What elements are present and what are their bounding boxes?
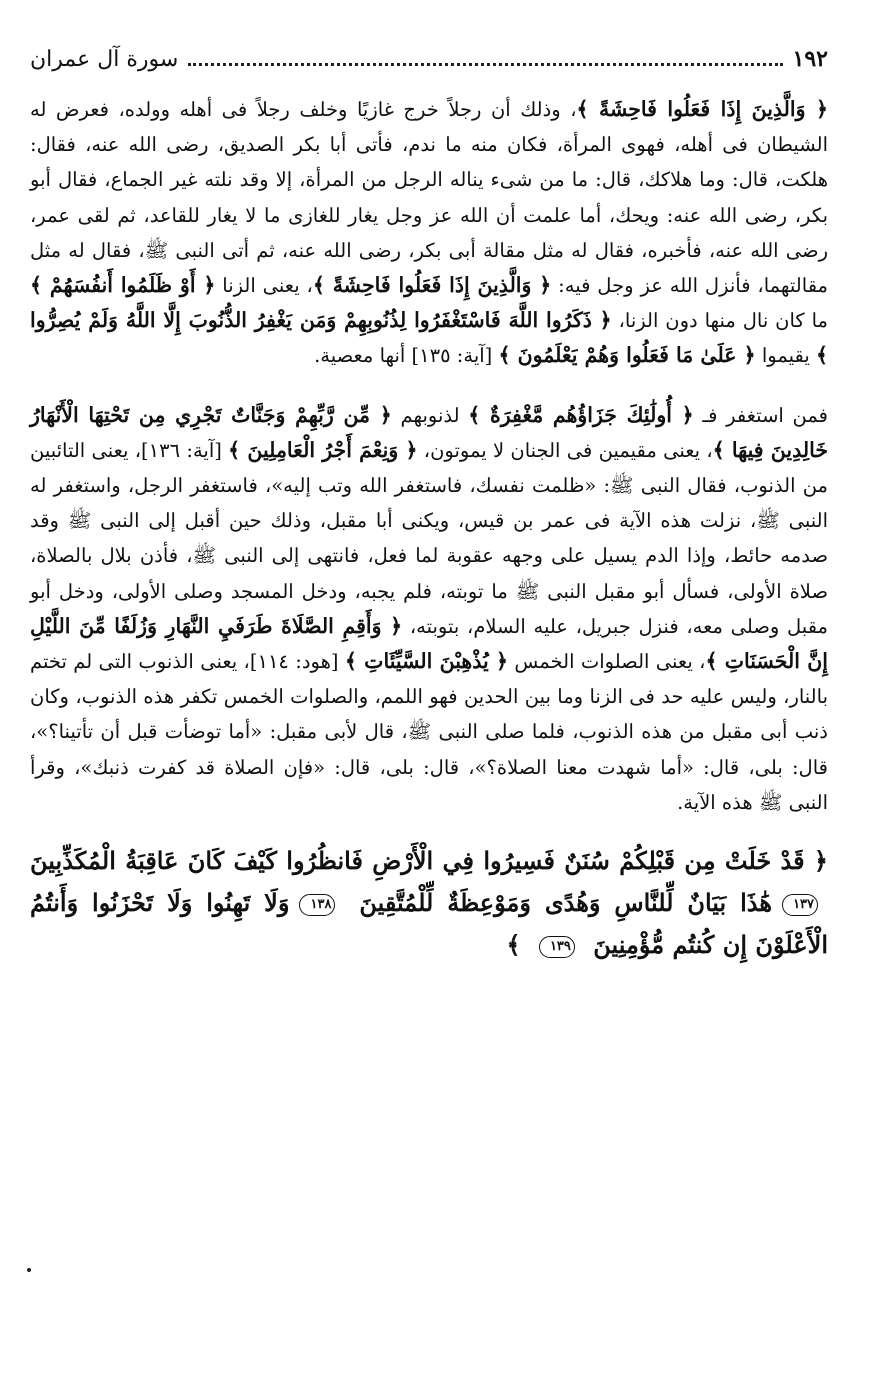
commentary-text: [هود: ١١٤]، يعنى الذنوب التى لم تختم بالنار، وليس عليه حد فى الزنا وما بين الحدين فهو اللمم، والصلوات الخمس تكفر هذه الذنوب، وكان ذنب أبى مقبل من هذه الذنوب، فلما صلى النبى ﷺ، قال لأبى مقبل: «أما توضأت قبل أن تأتينا؟»، قال: بلى، قال: «أما شهدت معنا الصلاة؟»، قال: بلى، قال: «فإن الصلاة قد كفرت ذنبك»، وقرأ النبى ﷺ هذه الآية. xyxy=(30,650,828,814)
quran-quote: ﴿ يُذْهِبْنَ السَّيِّئَاتِ ﴾ xyxy=(344,649,509,674)
quran-quote: ﴿ أَوْ ظَلَمُوا أَنفُسَهُمْ ﴾ xyxy=(30,273,216,298)
commentary-text: ما كان نال منها دون الزنا، xyxy=(611,309,828,333)
dotted-leader xyxy=(188,63,782,66)
commentary-text: يقيموا xyxy=(755,344,816,368)
quran-quote: ﴿ ذَكَرُوا اللَّهَ فَاسْتَغْفَرُوا لِذُنُوبِهِمْ وَمَن يَغْفِرُ الذُّنُوبَ إِلَّا اللَّهُ وَلَمْ يُصِرُّوا ﴾ xyxy=(30,308,828,368)
commentary-text: لذنوبهم xyxy=(391,403,469,427)
running-header xyxy=(30,44,828,84)
book-page xyxy=(30,44,828,966)
commentary-text: ، وذلك أن رجلاً خرج غازيًا وخلف رجلاً فى أهله وولده، فعرض له الشيطان فى أهله، فهوى المرأة، فكان منه ما ندم، فأتى أبا بكر الصديق، رضى الله عنه، فقال: هلكت، قال: وما هلاكك، قال: ما من شىء يناله الرجل من المرأة، إلا وقد نلته غير الجماع، فقال أبو بكر، رضى الله عنه: ويحك، أما علمت أن الله عز وجل يغار للغازى ما لا يغار للقاعد، ثم لقى عمر، رضى الله عنه، فأخبره، فقال له مثل مقالة أبى بكر، رضى الله عنه، ثم أتى النبى ﷺ، فقال له مثل مقالتهما، فأنزل الله عز وجل فيه: xyxy=(30,98,828,298)
commentary-text: ، يعنى مقيمين فى الجنان لا يموتون، xyxy=(417,438,713,462)
verse-text: ﴿ قَدْ خَلَتْ مِن قَبْلِكُمْ سُنَنٌ فَسِيرُوا فِي الْأَرْضِ فَانظُرُوا كَيْفَ كَانَ عَاقِبَةُ الْمُكَذِّبِينَ xyxy=(30,846,828,876)
quran-quote: ﴿ وَالَّذِينَ إِذَا فَعَلُوا فَاحِشَةً ﴾ xyxy=(312,273,552,298)
commentary-text: [آية: ١٣٥] أنها معصية. xyxy=(314,344,499,368)
verse-text: ﴾ xyxy=(506,930,529,960)
quran-quote: ﴿ وَالَّذِينَ إِذَا فَعَلُوا فَاحِشَةً ﴾ xyxy=(576,97,828,121)
quran-quote: ﴿ عَلَىٰ مَا فَعَلُوا وَهُمْ يَعْلَمُونَ ﴾ xyxy=(498,343,756,368)
page-number: ١٩٢ xyxy=(792,46,828,72)
commentary-text: ، يعنى الزنا xyxy=(215,274,313,298)
commentary-paragraph-1 xyxy=(30,92,828,374)
verse-text: هَٰذَا بَيَانٌ لِّلنَّاسِ وَهُدًى وَمَوْعِظَةٌ لِّلْمُتَّقِينَ xyxy=(345,888,773,918)
commentary-text: فمن استغفر فـ xyxy=(693,403,828,427)
ayah-number-marker: ١٣٧ xyxy=(782,894,818,916)
quran-verses-block xyxy=(30,840,828,966)
ayah-number-marker: ١٣٩ xyxy=(539,936,575,958)
ayah-number-marker: ١٣٨ xyxy=(299,894,335,916)
quran-quote: ﴿ وَأَقِمِ الصَّلَاةَ طَرَفَيِ النَّهَارِ وَزُلَفًا مِّنَ اللَّيْلِ إِنَّ الْحَسَنَاتِ ﴾ xyxy=(30,613,829,674)
verse-text: وَلَا تَهِنُوا وَلَا تَحْزَنُوا وَأَنتُمُ الْأَعْلَوْنَ إِن كُنتُم مُّؤْمِنِينَ xyxy=(30,888,828,960)
commentary-text: ، يعنى الصلوات الخمس xyxy=(508,650,706,674)
quran-quote: ﴿ أُولَٰئِكَ جَزَاؤُهُم مَّغْفِرَةٌ ﴾ xyxy=(468,402,694,427)
quran-quote: ﴿ مِّن رَّبِّهِمْ وَجَنَّاتٌ تَجْرِي مِن تَحْتِهَا الْأَنْهَارُ خَالِدِينَ فِيهَا ﴾ xyxy=(30,402,829,462)
print-speck xyxy=(27,1268,31,1272)
commentary-paragraph-2 xyxy=(30,398,828,820)
commentary-text: [آية: ١٣٦]، يعنى التائبين من الذنوب، فقال النبى ﷺ: «ظلمت نفسك، فاستغفر الله وتب إليه»، فاستغفر الرجل، واستغفر له النبى ﷺ، نزلت هذه الآية فى عمر بن قيس، ويكنى أبا مقبل، وذلك حين أقبل إلى النبى ﷺ وقد صدمه حائط، وإذا الدم يسيل على وجهه عقوبة لما فعل، فانتهى إلى النبى ﷺ، فأذن بلال بالصلاة، صلاة الأولى، فسأل أبو مقبل النبى ﷺ ما توبته، فلم يجبه، ودخل المسجد وصلى الأولى، ودخل أبو مقبل وصلى معه، فنزل جبريل، عليه السلام، بتوبته، xyxy=(30,438,828,638)
surah-title: سورة آل عمران xyxy=(30,47,179,72)
quran-quote: ﴿ وَنِعْمَ أَجْرُ الْعَامِلِينَ ﴾ xyxy=(228,437,418,462)
